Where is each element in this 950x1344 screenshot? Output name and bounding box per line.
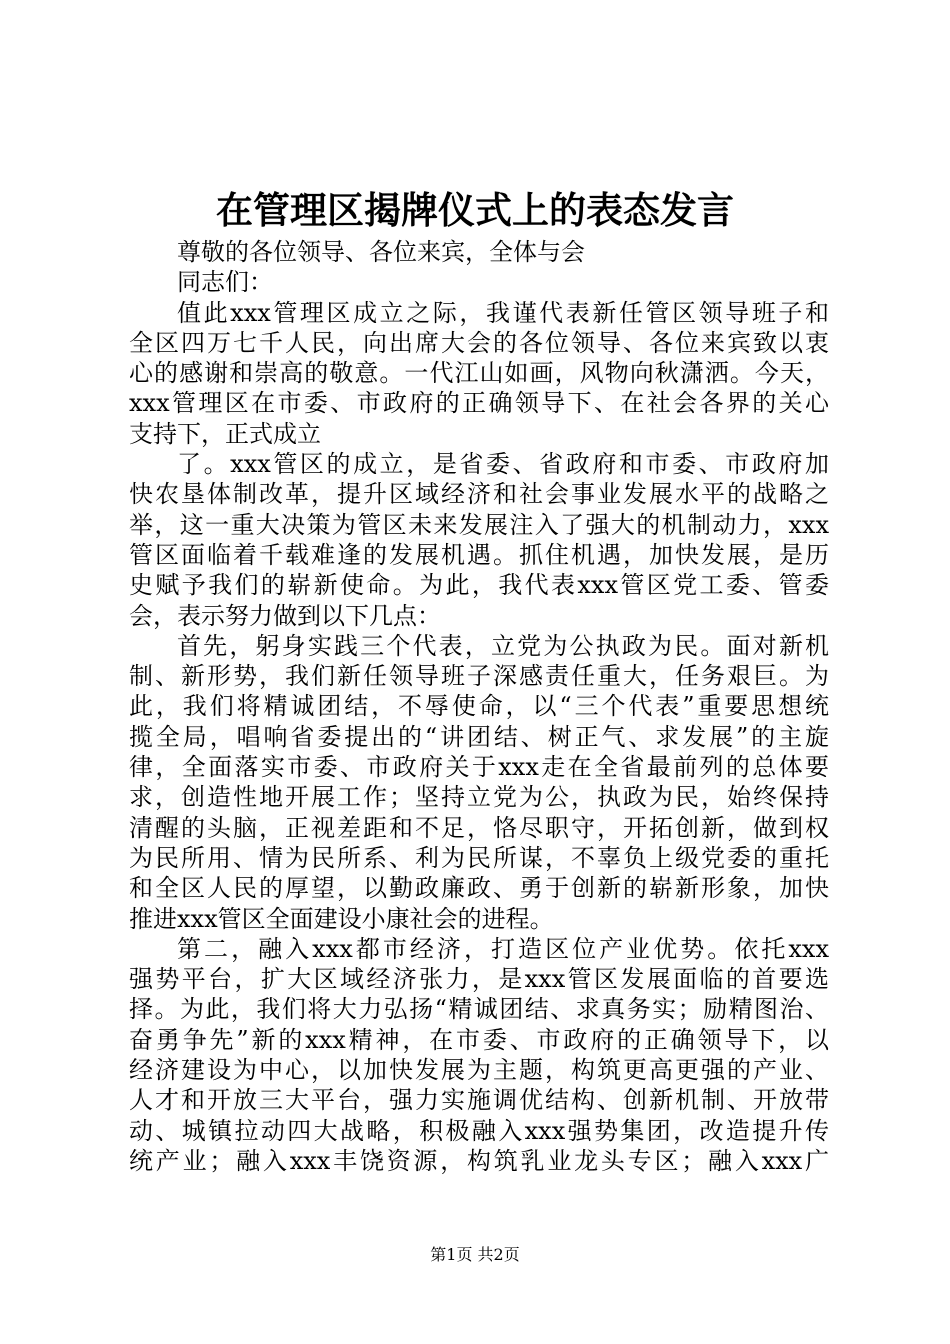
text-line: 同志们： [177, 268, 273, 297]
text-line: 制、新形势，我们新任领导班子深感责任重大，任务艰巨。为 [129, 662, 829, 691]
text-line: 管区面临着千载难逢的发展机遇。抓住机遇，加快发展，是历 [129, 540, 829, 569]
text-line: 强势平台，扩大区域经济张力，是xxx管区发展面临的首要选 [129, 965, 829, 994]
text-line: 经济建设为中心，以加快发展为主题，构筑更高更强的产业、 [129, 1056, 829, 1085]
document-body [129, 237, 829, 1176]
text-line: 了。xxx管区的成立，是省委、省政府和市委、市政府加 [177, 450, 829, 479]
page-title: 在管理区揭牌仪式上的表态发言 [216, 188, 734, 232]
text-line: 会，表示努力做到以下几点： [129, 601, 441, 630]
text-line: 求，创造性地开展工作；坚持立党为公，执政为民，始终保持 [129, 783, 829, 812]
text-line: 律，全面落实市委、市政府关于xxx走在全省最前列的总体要 [129, 753, 829, 782]
text-line: 快农垦体制改革，提升区域经济和社会事业发展水平的战略之 [129, 480, 829, 509]
text-line: 揽全局，唱响省委提出的“讲团结、树正气、求发展”的主旋 [129, 722, 829, 751]
text-line: 首先，躬身实践三个代表，立党为公执政为民。面对新机 [177, 631, 829, 660]
text-line: 支持下，正式成立 [129, 419, 321, 448]
text-line: 清醒的头脑，正视差距和不足，恪尽职守，开拓创新，做到权 [129, 813, 829, 842]
text-line: 全区四万七千人民，向出席大会的各位领导、各位来宾致以衷 [129, 328, 829, 357]
text-line: 统产业；融入xxx丰饶资源，构筑乳业龙头专区；融入xxx广 [129, 1146, 829, 1175]
text-line: 为民所用、情为民所系、利为民所谋，不辜负上级党委的重托 [129, 843, 829, 872]
text-line: 值此xxx管理区成立之际，我谨代表新任管区领导班子和 [177, 298, 829, 327]
text-line: 动、城镇拉动四大战略，积极融入xxx强势集团，改造提升传 [129, 1116, 829, 1145]
page-footer: 第1页 共2页 [430, 1245, 520, 1264]
text-line: xxx管理区在市委、市政府的正确领导下、在社会各界的关心 [129, 389, 829, 418]
text-line: 择。为此，我们将大力弘扬“精诚团结、求真务实；励精图治、 [129, 995, 829, 1024]
text-line: 此，我们将精诚团结，不辱使命，以“三个代表”重要思想统 [129, 692, 829, 721]
text-line: 人才和开放三大平台，强力实施调优结构、创新机制、开放带 [129, 1086, 829, 1115]
text-line: 奋勇争先”新的xxx精神，在市委、市政府的正确领导下，以 [129, 1025, 829, 1054]
text-line: 举，这一重大决策为管区未来发展注入了强大的机制动力，xxx [129, 510, 829, 539]
text-line: 推进xxx管区全面建设小康社会的进程。 [129, 904, 554, 933]
text-line: 第二，融入xxx都市经济，打造区位产业优势。依托xxx [177, 934, 829, 963]
text-line: 尊敬的各位领导、各位来宾，全体与会 [177, 238, 585, 266]
text-line: 和全区人民的厚望，以勤政廉政、勇于创新的崭新形象，加快 [129, 874, 829, 903]
text-line: 史赋予我们的崭新使命。为此，我代表xxx管区党工委、管委 [129, 571, 829, 600]
text-line: 心的感谢和崇高的敬意。一代江山如画，风物向秋潇洒。今天， [129, 359, 829, 388]
